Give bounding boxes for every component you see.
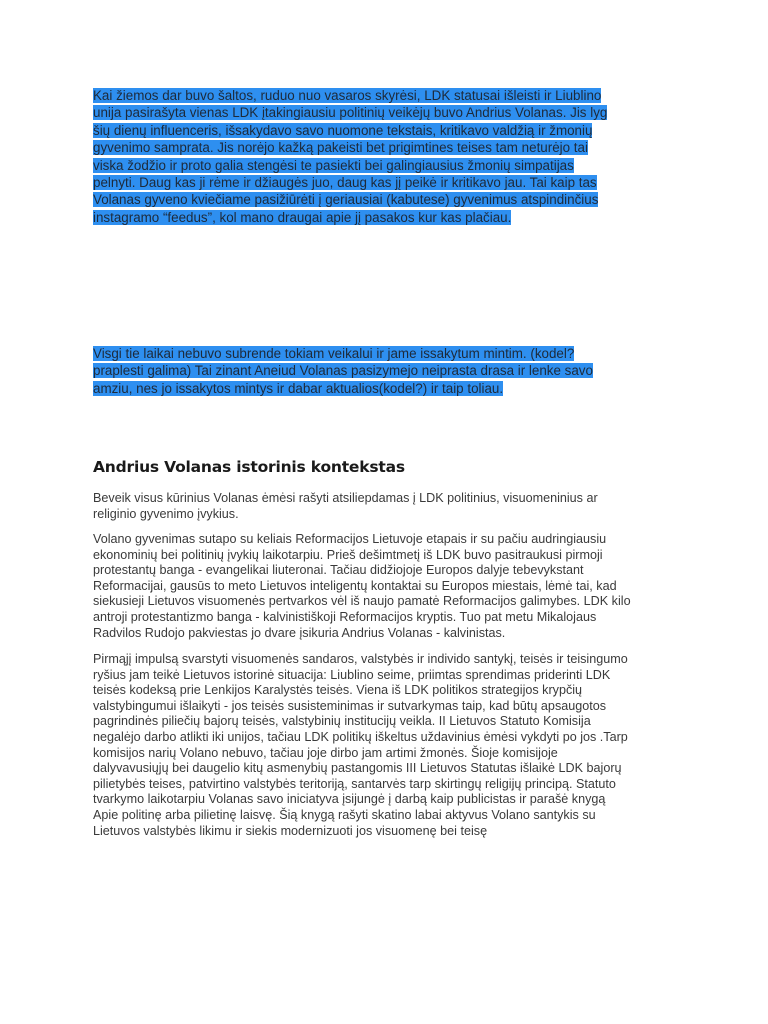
section-heading: Andrius Volanas istorinis kontekstas — [93, 458, 405, 476]
text-line: Pirmąjį impulsą svarstyti visuomenės sandaros, valstybės ir individo santykį, teisės ir teisingumo — [93, 652, 628, 666]
text-line: pagrindinės piliečių bajorų teisės, valstybinių institucijų veikla. II Lietuvos Statuto Komisija — [93, 714, 591, 729]
text-line: valstybingumui išlaikyti - jos teisės susisteminimas ir sutvarkymas taip, kad būtų apsaugotos — [93, 698, 607, 713]
text-line: komisijos narių Volano nebuvo, tačiau joje dirbo jam artimi žmonės. Šioje komisijoje — [93, 745, 558, 760]
paragraph-3 — [93, 652, 683, 839]
text-line: gyvenimo samprata. Jis norėjo kažką pakeisti bet prigimtines teises tam neturėjo tai — [93, 140, 588, 156]
text-line: Reformacijai, gausūs to meto Lietuvos inteligentų kontaktai su Europos miestais, lėmė tai, kad — [93, 578, 617, 593]
text-line: pelnyti. Daug kas ji rėme ir džiaugės juo, daug kas jį peikė ir kritikavo jau. Tai kaip tas — [93, 175, 597, 191]
text-line: pilietybės teises, patvirtino valstybės teritoriją, santarvės tarp skirtingų religijų principą. Statuto — [93, 776, 616, 791]
text-line: religinio gyvenimo įvykius. — [93, 506, 239, 521]
text-line: Beveik visus kūrinius Volanas ėmėsi rašyti atsiliepdamas į LDK politinius, visuomeninius ar — [93, 491, 598, 505]
text-line: ekonominių bei politinių įvykių laikotarpiu. Prieš dešimtmetį iš LDK buvo pasitraukusi pirmoji — [93, 547, 603, 562]
text-line: praplesti galima) Tai zinant Aneiud Volanas pasizymejo neiprasta drasa ir lenke savo — [93, 363, 593, 379]
text-line: Volanas gyveno kviečiame pasižiūrėti į geriausiai (kabutese) gyvenimus atspindinčius — [93, 192, 599, 208]
text-line: dalyvavusiųjų bei daugelio kitų asmenybių pastangomis III Lietuvos Statutas išlaikė LDK bajorų — [93, 761, 622, 776]
text-line: ryšius jam teikė Lietuvos istorinė situacija: Liublino seime, priimtas sprendimas priderinti LDK — [93, 667, 611, 682]
text-line: viska žodžio ir proto galia stengėsi te pasiekti bei galingiausius žmonių simpatijas — [93, 157, 574, 173]
text-line: Volano gyvenimas sutapo su keliais Reformacijos Lietuvoje etapais ir su pačiu audringiausiu — [93, 532, 607, 546]
text-line: Radvilos Rudojo pakviestas jo dvare įsikuria Andrius Volanas - kalvinistas. — [93, 625, 506, 640]
text-line: antroji protestantizmo banga - kalvinistiškoji Reformacijos kryptis. Tuo pat metu Mikalojaus — [93, 609, 597, 624]
highlighted-paragraph-2[interactable] — [93, 345, 659, 397]
text-line: siekusieji Lietuvos visuomenės pertvarkos vėl iš naujo pamatė Reformacijos galimybes. LDK kilo — [93, 594, 631, 609]
text-line: negalėjo darbo atlikti iki unijos, tačiau LDK politikų iškeltus uždavinius ėmėsi vykdyti po jos .Tarp — [93, 729, 628, 744]
paragraph-1 — [93, 491, 683, 522]
text-line: šių dienų influenceris, išsakydavo savo nuomone tekstais, kritikavo valdžią ir žmonių — [93, 122, 593, 138]
paragraph-2 — [93, 532, 683, 641]
highlighted-paragraph-1[interactable] — [93, 87, 659, 226]
text-line: Lietuvos valstybės likimu ir siekis modernizuoti jos visuomenę bei teisę — [93, 823, 488, 838]
text-line: amziu, nes jo issakytos mintys ir dabar aktualios(kodel?) ir taip toliau. — [93, 380, 504, 396]
text-line: tvarkymo laikotarpiu Volanas savo iniciatyva įsijungė į darbą kaip publicistas ir parašė knygą — [93, 792, 606, 807]
text-line: Apie politinę arba pilietinę laisvę. Šią knygą rašyti skatino labai aktyvus Volano santykis su — [93, 807, 596, 822]
text-line: unija pasirašyta vienas LDK įtakingiausiu politinių veikėjų buvo Andrius Volanas. Jis lyg — [93, 105, 608, 121]
text-line: Kai žiemos dar buvo šaltos, ruduo nuo vasaros skyrėsi, LDK statusai išleisti ir Liublino — [93, 88, 602, 103]
text-line: Visgi tie laikai nebuvo subrende tokiam veikalui ir jame issakytum mintim. (kodel? — [93, 346, 575, 361]
text-line: protestantų banga - evangelikai liuteronai. Tačiau didžiojoje Europos dalyje tebevykstant — [93, 563, 584, 578]
text-line: instagramo “feedus”, kol mano draugai apie jį pasakos kur kas plačiau. — [93, 209, 512, 225]
text-line: teisės kodeksą prie Lenkijos Karalystės teisės. Viena iš LDK politikos strategijos krypčių — [93, 683, 583, 698]
